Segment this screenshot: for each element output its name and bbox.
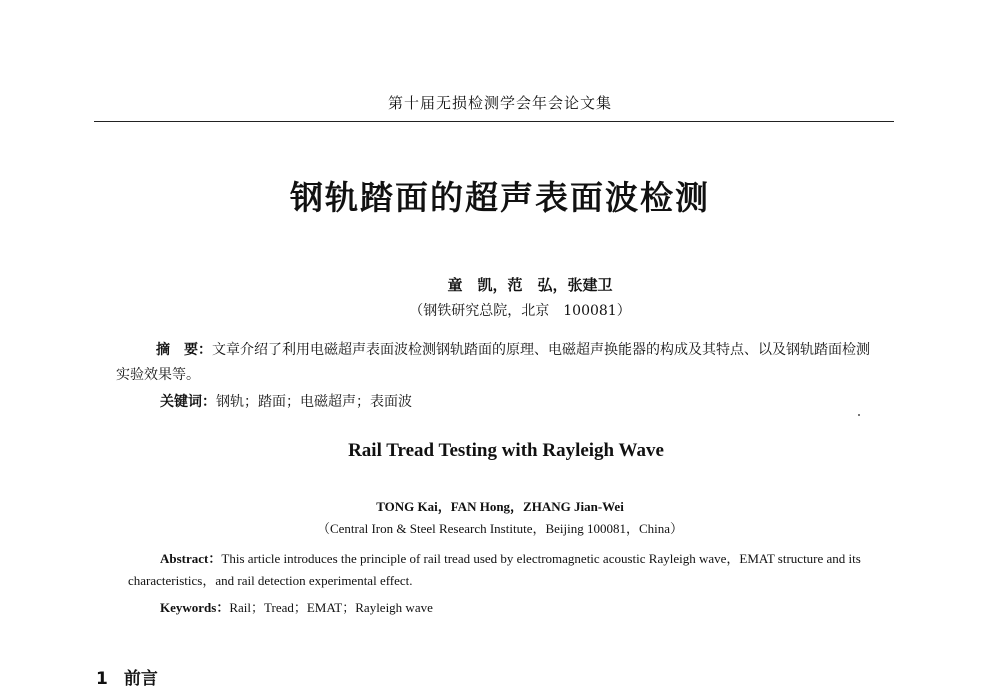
keywords-en-label: Keywords：: [160, 600, 230, 615]
authors-zh: 童 凯，范 弘，张建卫: [447, 276, 613, 294]
running-head: 第十届无损检测学会年会论文集: [387, 94, 612, 112]
speck-mark: [858, 414, 860, 416]
keywords-zh-text: 钢轨；踏面；电磁超声；表面波: [216, 394, 412, 410]
paper-title-zh: 钢轨踏面的超声表面波检测: [290, 178, 710, 217]
section-number: 1: [96, 669, 108, 689]
abstract-en-text: This article introduces the principle of rail tread used by electromagnetic acoustic Rayleigh wave，EMAT structure and its characteristics，and rail detection experimental effect.: [128, 551, 861, 588]
authors-en: TONG Kai，FAN Hong，ZHANG Jian-Wei: [376, 499, 624, 514]
affiliation-en: （Central Iron & Steel Research Institute，Beijing 100081，China）: [316, 521, 684, 536]
keywords-zh: [160, 391, 412, 411]
abstract-zh-label: 摘 要：: [156, 342, 212, 358]
keywords-en-text: Rail；Tread；EMAT；Rayleigh wave: [229, 600, 433, 615]
paper-title-en: Rail Tread Testing with Rayleigh Wave: [348, 440, 664, 461]
header-rule: [94, 121, 894, 122]
affiliation-zh: （钢铁研究总院，北京 100081）: [409, 303, 631, 319]
section-title: 前言: [123, 669, 158, 689]
section-heading: [96, 664, 158, 689]
abstract-zh-text: 文章介绍了利用电磁超声表面波检测钢轨踏面的原理、电磁超声换能器的构成及其特点、以及钢轨踏面检测实验效果等。: [116, 342, 870, 383]
keywords-en: [160, 597, 433, 616]
abstract-zh: [116, 338, 876, 388]
abstract-en-label: Abstract：: [160, 551, 222, 566]
abstract-en: [128, 548, 868, 592]
keywords-zh-label: 关键词：: [160, 394, 216, 410]
